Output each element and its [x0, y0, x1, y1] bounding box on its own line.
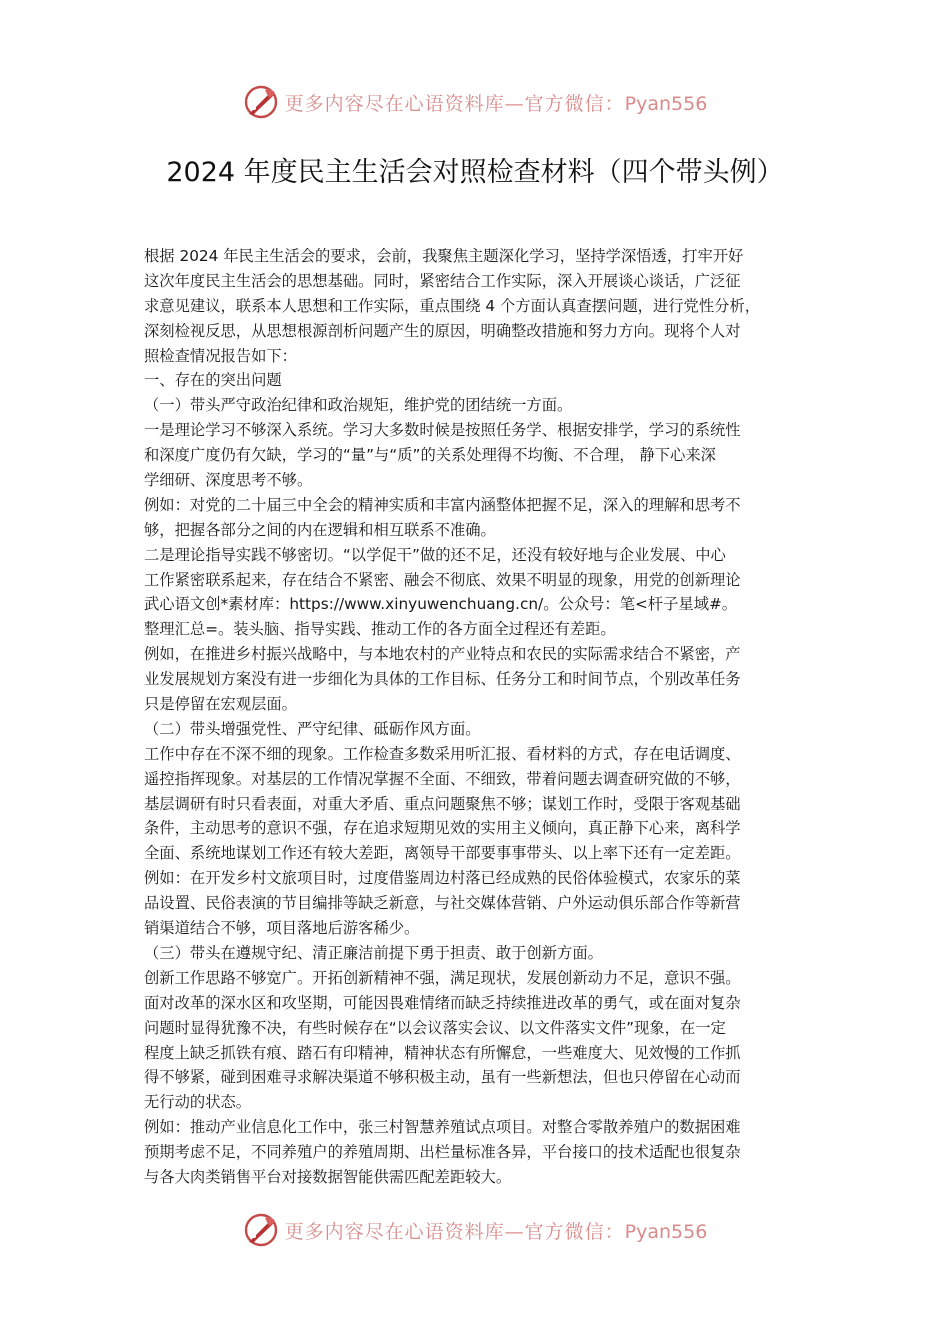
- watermark-text: 更多内容尽在心语资料库—官方微信：Pyan556: [284, 1220, 708, 1243]
- text-line: 预期考虑不足，不同养殖户的养殖周期、出栏量标准各异，平台接口的技术适配也很复杂: [144, 1143, 741, 1162]
- text-line: 和深度广度仍有欠缺，学习的“量”与“质”的关系处理得不均衡、不合理， 静下心来深: [144, 446, 716, 465]
- text-line: （三）带头在遵规守纪、清正廉洁前提下勇于担责、敢于创新方面。: [144, 943, 603, 962]
- document-title: 2024 年度民主生活会对照检查材料（四个带头例）: [166, 157, 784, 188]
- text-line: 条件，主动思考的意识不强，存在追求短期见效的实用主义倾向，真正静下心来，离科学: [144, 819, 741, 838]
- text-line: 一是理论学习不够深入系统。学习大多数时候是按照任务学、根据安排学，学习的系统性: [144, 421, 741, 440]
- text-line: 例如，在推进乡村振兴战略中，与本地农村的产业特点和农民的实际需求结合不紧密，产: [144, 645, 741, 664]
- text-line: 与各大肉类销售平台对接数据智能供需匹配差距较大。: [144, 1167, 512, 1186]
- wechat-id: Pyan556: [624, 1220, 708, 1243]
- text-line: 无行动的状态。: [144, 1093, 252, 1112]
- text-line: 遥控指挥现象。对基层的工作情况掌握不全面、不细致，带着问题去调查研究做的不够，: [144, 769, 741, 788]
- quill-pen-logo-icon: [243, 1212, 279, 1248]
- text-line: 整理汇总=。装头脑、指导实践、推动工作的各方面全过程还有差距。: [144, 620, 616, 639]
- watermark-text: 更多内容尽在心语资料库—官方微信：Pyan556: [284, 92, 708, 115]
- text-line: 例如：在开发乡村文旅项目时，过度借鉴周边村落已经成熟的民俗体验模式，农家乐的菜: [144, 869, 741, 888]
- text-line: 一、存在的突出问题: [144, 371, 282, 390]
- text-line: 全面、系统地谋划工作还有较大差距，离领导干部要事事带头、以上率下还有一定差距。: [144, 844, 741, 863]
- text-line: 例如：推动产业信息化工作中，张三村智慧养殖试点项目。对整合零散养殖户的数据困难: [144, 1118, 741, 1137]
- text-line: （一）带头严守政治纪律和政治规矩，维护党的团结统一方面。: [144, 396, 573, 415]
- quill-pen-logo-icon: [243, 84, 279, 120]
- text-line: 照检查情况报告如下：: [144, 346, 297, 365]
- text-line: 只是停留在宏观层面。: [144, 695, 297, 714]
- text-line: 例如：对党的二十届三中全会的精神实质和丰富内涵整体把握不足，深入的理解和思考不: [144, 495, 741, 514]
- text-line: 工作紧密联系起来，存在结合不紧密、融会不彻底、效果不明显的现象，用党的创新理论: [144, 570, 741, 589]
- text-line: 够，把握各部分之间的内在逻辑和相互联系不准确。: [144, 520, 496, 539]
- document-body: [144, 244, 808, 1190]
- text-line: 问题时显得犹豫不决，有些时候存在“以会议落实会议、以文件落实文件”现象，在一定: [144, 1018, 726, 1037]
- text-line: （二）带头增强党性、严守纪律、砥砺作风方面。: [144, 719, 481, 738]
- text-line: 求意见建议，联系本人思想和工作实际，重点围绕 4 个方面认真查摆问题，进行党性分析，: [144, 296, 761, 315]
- text-line: 创新工作思路不够宽广。开拓创新精神不强，满足现状，发展创新动力不足，意识不强。: [144, 968, 741, 987]
- footer-watermark-banner: [0, 1210, 950, 1250]
- text-line: 学细研、深度思考不够。: [144, 471, 313, 490]
- wechat-id: Pyan556: [624, 92, 708, 115]
- text-line: 深刻检视反思，从思想根源剖析问题产生的原因，明确整改措施和努力方向。现将个人对: [144, 321, 741, 340]
- text-line: 品设置、民俗表演的节目编排等缺乏新意，与社交媒体营销、户外运动俱乐部合作等新营: [144, 894, 741, 913]
- text-line: 得不够紧，碰到困难寻求解决渠道不够积极主动，虽有一些新想法，但也只停留在心动而: [144, 1068, 741, 1087]
- text-line: 程度上缺乏抓铁有痕、踏石有印精神，精神状态有所懈怠，一些难度大、见效慢的工作抓: [144, 1043, 741, 1062]
- header-watermark-banner: [0, 82, 950, 122]
- text-line: 工作中存在不深不细的现象。工作检查多数采用听汇报、看材料的方式，存在电话调度、: [144, 744, 741, 763]
- text-line: 根据 2024 年民主生活会的要求，会前，我聚焦主题深化学习，坚持学深悟透，打牢开好: [144, 247, 744, 265]
- text-line: 二是理论指导实践不够密切。“以学促干”做的还不足，还没有较好地与企业发展、中心: [144, 545, 726, 564]
- text-line: 武心语文创*素材库：https://www.xinyuwenchuang.cn/。公众号：笔<杆子星域#。: [144, 595, 738, 614]
- text-line: 这次年度民主生活会的思想基础。同时，紧密结合工作实际，深入开展谈心谈话，广泛征: [144, 271, 741, 290]
- text-line: 基层调研有时只看表面，对重大矛盾、重点问题聚焦不够；谋划工作时，受限于客观基础: [144, 794, 741, 813]
- text-line: 销渠道结合不够，项目落地后游客稀少。: [144, 919, 420, 938]
- text-line: 业发展规划方案没有进一步细化为具体的工作目标、任务分工和时间节点，个别改革任务: [144, 670, 741, 689]
- text-line: 面对改革的深水区和攻坚期，可能因畏难情绪而缺乏持续推进改革的勇气，或在面对复杂: [144, 993, 741, 1012]
